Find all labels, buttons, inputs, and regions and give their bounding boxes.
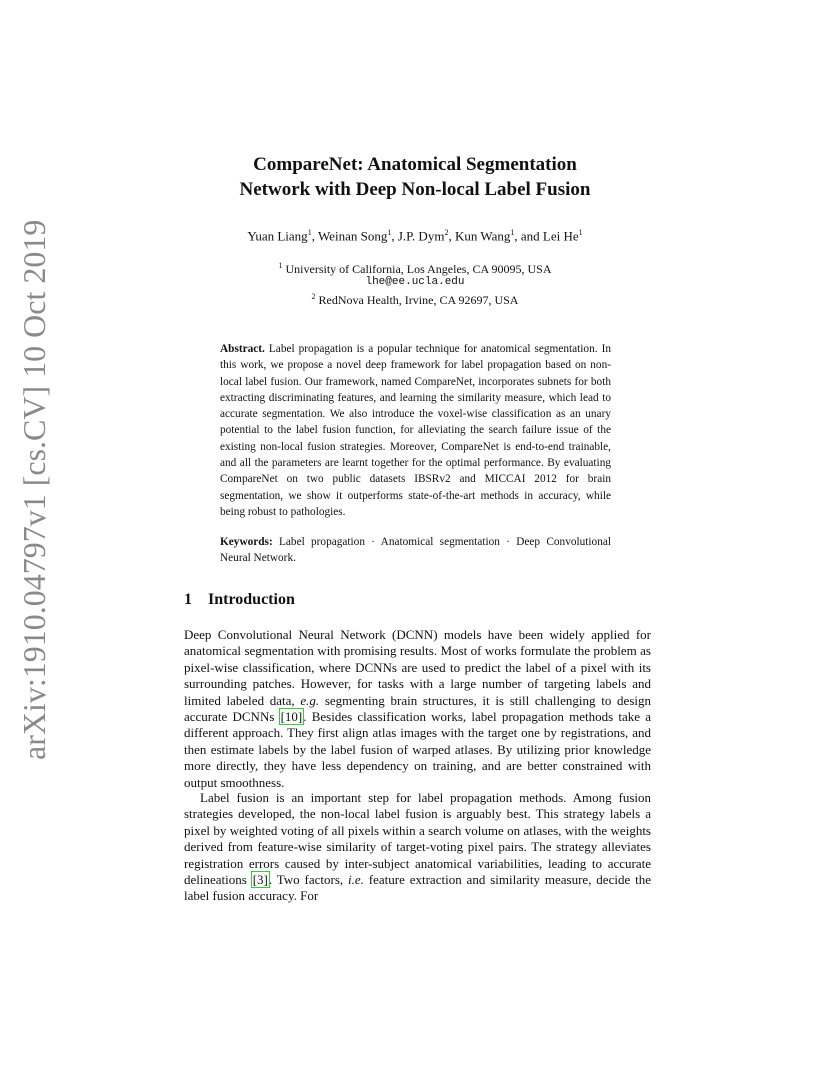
keywords-text: Label propagation · Anatomical segmentation · Deep Convolutional Neural Network. xyxy=(220,536,611,565)
keywords-label: Keywords: xyxy=(220,536,273,548)
author-separator: , xyxy=(448,228,455,244)
abstract-label: Abstract. xyxy=(220,343,265,355)
author-affil-sup: 2 xyxy=(444,228,449,237)
paragraph-2-part-c: feature extraction and similarity measure, decide the label fusion accuracy. For xyxy=(184,872,651,904)
section-number: 1 xyxy=(184,591,192,608)
affiliation-2-text: RedNova Health, Irvine, CA 92697, USA xyxy=(318,293,519,307)
citation-link[interactable]: [3] xyxy=(252,872,268,888)
paragraph-1-part-b: segmenting brain structures, it is still challenging to design accurate DCNNs xyxy=(184,692,651,725)
paragraph-1 xyxy=(184,627,651,791)
citation-link[interactable]: [10] xyxy=(280,709,303,725)
section-title: Introduction xyxy=(208,591,295,608)
paragraph-1-part-a: Deep Convolutional Neural Network (DCNN) models have been widely applied for anatomical segmentation with promising results. Most of works formulate the problem as pixel-wise classification, where DCNNs are used to predict the label of a pixel with its surrounding patches. However, for tasks with a large number of targeting labels and limited labeled data, xyxy=(184,627,651,708)
abstract-text: Label propagation is a popular technique for anatomical segmentation. In this work, we propose a novel deep framework for label propagation based on non-local label fusion. Our framework, named CompareNet, incorporates subnets for both extracting discriminating features, and learning the similarity measure, which lead to accurate segmentation. We also introduce the voxel-wise classification as an unary potential to the label fusion function, for alleviating the search failure issue of the existing non-local fusion strategies. Moreover, CompareNet is end-to-end trainable, and all the parameters are learnt together for the optimal performance. By evaluating CompareNet on two public datasets IBSRv2 and MICCAI 2012 for brain segmentation, we show it outperforms state-of-the-art methods in accuracy, while being robust to pathologies. xyxy=(220,343,611,518)
paragraph-1-part-c: . Besides classification works, label propagation methods take a different approach. They first align atlas images with the target one by registrations, and then estimate labels by the label fusion of warped atlases. By utilizing prior knowledge more directly, they have less dependency on training, and are better constrained with output smoothness. xyxy=(184,709,652,790)
paragraph-2-part-a: Label fusion is an important step for label propagation methods. Among fusion strategies developed, the non-local label fusion is arguably best. This strategy labels a pixel by weighted voting of all pixels within a search volume on atlases, with the weights derived from feature-wise similarity of target-voting pixel pairs. The strategy alleviates registration errors caused by inter-subject anatomical variabilities, leading to accurate delineations xyxy=(184,790,651,888)
author-name: Weinan Song xyxy=(317,228,388,244)
affiliation-1-sup: 1 xyxy=(278,261,283,270)
contact-email[interactable]: lhe@ee.ucla.edu xyxy=(365,276,465,288)
paragraph-1-eg: e.g. xyxy=(300,692,320,708)
author-affil-sup: 1 xyxy=(510,228,515,237)
affiliation-2-sup: 2 xyxy=(311,292,316,301)
author-separator: , xyxy=(311,228,318,244)
author-name: J.P. Dym xyxy=(397,228,445,244)
author-separator: , and xyxy=(514,228,543,244)
paragraph-2 xyxy=(184,790,651,905)
author-name: Kun Wang xyxy=(454,228,511,244)
keywords xyxy=(220,534,611,567)
arxiv-side-stamp: arXiv:1910.04797v1 [cs.CV] 10 Oct 2019 xyxy=(16,219,52,760)
affiliation-2 xyxy=(150,289,680,308)
author-separator: , xyxy=(391,228,398,244)
title-line-1: CompareNet: Anatomical Segmentation xyxy=(253,154,577,175)
author-affil-sup: 1 xyxy=(578,228,583,237)
section-heading xyxy=(184,591,295,609)
abstract xyxy=(220,341,611,520)
author-list xyxy=(150,228,680,244)
author-name: Lei He xyxy=(542,228,579,244)
affiliation-1-text: University of California, Los Angeles, CA 90095, USA xyxy=(285,262,552,276)
author-name: Yuan Liang xyxy=(247,228,308,244)
title-line-2: Network with Deep Non-local Label Fusion xyxy=(239,179,591,200)
paragraph-2-part-b: . Two factors, xyxy=(268,872,349,888)
author-affil-sup: 1 xyxy=(307,228,312,237)
author-affil-sup: 1 xyxy=(387,228,392,237)
paragraph-2-ie: i.e. xyxy=(348,872,364,888)
paper-title xyxy=(160,152,670,202)
